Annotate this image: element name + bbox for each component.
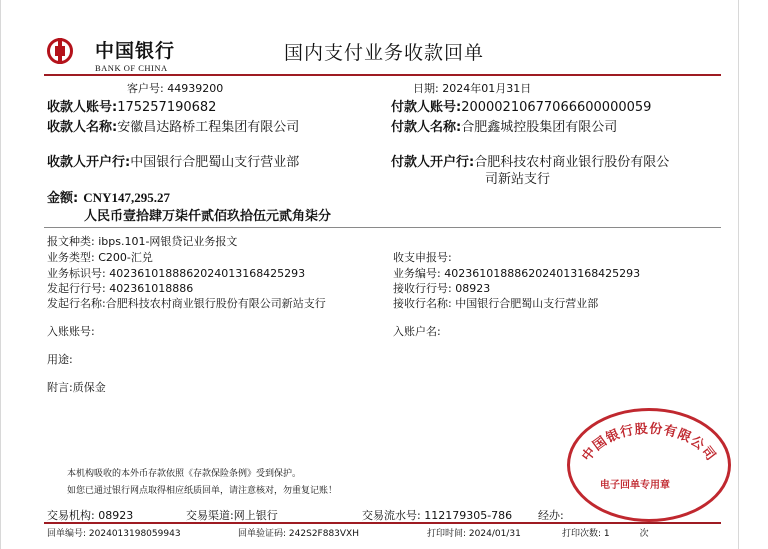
payee-bank-value: 中国银行合肥蜀山支行营业部 (130, 155, 300, 170)
amount-label: 金额: (47, 191, 79, 206)
footer-handler (538, 507, 564, 523)
biz-type-value: C200-汇兑 (98, 251, 153, 264)
seal-arc-label: 中国银行股份有限公司 (579, 421, 719, 465)
print-count-value: 1 (603, 529, 610, 539)
payee-account (47, 96, 216, 115)
msg-type-value: ibps.101-网银贷记业务报文 (98, 235, 238, 248)
usage-label: 用途: (47, 353, 73, 366)
print-time-value: 2024/01/31 (468, 529, 521, 539)
footer-org (47, 507, 133, 523)
date-label: 日期: (413, 82, 439, 95)
payer-bank-value-line1: 合肥科技农村商业银行股份有限公 (474, 155, 670, 170)
print-count (562, 526, 649, 539)
detail-left-2 (47, 265, 305, 281)
duplicate-warning-note: 如您已通过银行网点取得相应纸质回单，请注意核对，勿重复记账！ (67, 486, 338, 496)
biz-id-value: 4023610188862024013168425293 (109, 267, 306, 280)
receiver-bank-no-value: 08923 (455, 282, 491, 295)
payee-name-value: 安徽昌达路桥工程集团有限公司 (117, 120, 300, 135)
payee-account-label: 收款人账号: (47, 100, 118, 115)
date-value: 2024年01月31日 (442, 82, 532, 95)
print-count-label: 打印次数: (562, 529, 602, 539)
verify-label: 回单验证码: (238, 529, 287, 539)
biz-id-label: 业务标识号: (47, 267, 106, 280)
amount-divider (44, 227, 721, 228)
org-value: 08923 (98, 509, 134, 522)
header-divider (44, 74, 721, 76)
payer-name-label: 付款人名称: (391, 120, 462, 135)
payee-account-value: 175257190682 (117, 100, 217, 115)
receipt-no (47, 526, 181, 539)
print-time-label: 打印时间: (427, 529, 467, 539)
receiver-bank-no-label: 接收行行号: (393, 282, 452, 295)
detail-left-4 (47, 295, 326, 311)
bank-name-cn: 中国银行 (95, 40, 176, 62)
seal-arc-text (567, 408, 731, 522)
amount-value: CNY147,295.27 (83, 190, 170, 205)
receipt-no-label: 回单编号: (47, 529, 87, 539)
deposit-insurance-note: 本机构吸收的本外币存款依照《存款保险条例》受到保护。 (67, 469, 302, 479)
memo-label: 附言: (47, 381, 73, 394)
verify-code (238, 526, 359, 539)
receipt-no-value: 2024013198059943 (88, 529, 181, 539)
footer-divider (44, 522, 721, 524)
channel-label: 交易渠道: (186, 509, 234, 522)
msg-type-label: 报文种类: (47, 235, 95, 248)
print-count-unit: 次 (639, 529, 649, 539)
sender-bank-no-value: 402361018886 (109, 282, 194, 295)
sender-bank-no-label: 发起行行号: (47, 282, 106, 295)
payer-name-value: 合肥鑫城控股集团有限公司 (461, 120, 618, 135)
detail-right-0 (393, 249, 452, 265)
memo-value: 质保金 (72, 381, 106, 394)
payee-bank (47, 151, 299, 170)
org-label: 交易机构: (47, 509, 95, 522)
declare-no-label: 收支申报号: (393, 251, 452, 264)
channel-value: 网上银行 (233, 509, 278, 522)
bank-logo-icon (47, 38, 73, 64)
payer-account-value: 20000210677066600000059 (461, 100, 652, 115)
detail-right-1 (393, 265, 640, 281)
date (413, 80, 531, 96)
payer-bank-value-line2: 司新站支行 (485, 172, 551, 187)
customer-no-value: 44939200 (167, 82, 224, 95)
entry-account-name-label: 入账户名: (393, 325, 441, 338)
biz-type-label: 业务类型: (47, 251, 95, 264)
detail-left-0 (47, 233, 237, 249)
footer-serial (362, 507, 512, 523)
detail-left-1 (47, 249, 153, 265)
receiver-bank-name-value: 中国银行合肥蜀山支行营业部 (455, 297, 599, 310)
bank-name-en: BANK OF CHINA (95, 63, 168, 73)
amount-uppercase: 人民币壹拾肆万柒仟贰佰玖拾伍元贰角柒分 (84, 209, 332, 224)
payer-account-label: 付款人账号: (391, 100, 462, 115)
detail-right-2 (393, 280, 490, 296)
payer-account (391, 96, 651, 115)
print-time (427, 526, 521, 539)
payee-name (47, 116, 299, 135)
serial-label: 交易流水号: (362, 509, 421, 522)
entry-account-label: 入账账号: (47, 325, 95, 338)
svg-text:中国银行股份有限公司 (579, 421, 720, 465)
sender-bank-name-value: 合肥科技农村商业银行股份有限公司新站支行 (105, 297, 326, 310)
verify-value: 242S2F883VXH (288, 529, 359, 539)
biz-no-label: 业务编号: (393, 267, 441, 280)
seal-bottom-text: 电子回单专用章 (600, 480, 670, 491)
detail-left-3 (47, 280, 193, 296)
receiver-bank-name-label: 接收行名称: (393, 297, 452, 310)
document-title: 国内支付业务收款回单 (284, 42, 485, 64)
payer-name (391, 116, 617, 135)
customer-no (127, 80, 223, 96)
payee-name-label: 收款人名称: (47, 120, 118, 135)
amount (47, 187, 170, 206)
sender-bank-name-label: 发起行名称: (47, 297, 106, 310)
serial-value: 112179305-786 (424, 509, 513, 522)
detail-right-3 (393, 295, 598, 311)
biz-no-value: 4023610188862024013168425293 (444, 267, 641, 280)
payee-bank-label: 收款人开户行: (47, 155, 131, 170)
payer-bank-label: 付款人开户行: (391, 155, 475, 170)
footer-channel (186, 507, 278, 523)
handler-label: 经办: (538, 509, 564, 522)
memo (47, 379, 106, 395)
customer-no-label: 客户号: (127, 82, 164, 95)
